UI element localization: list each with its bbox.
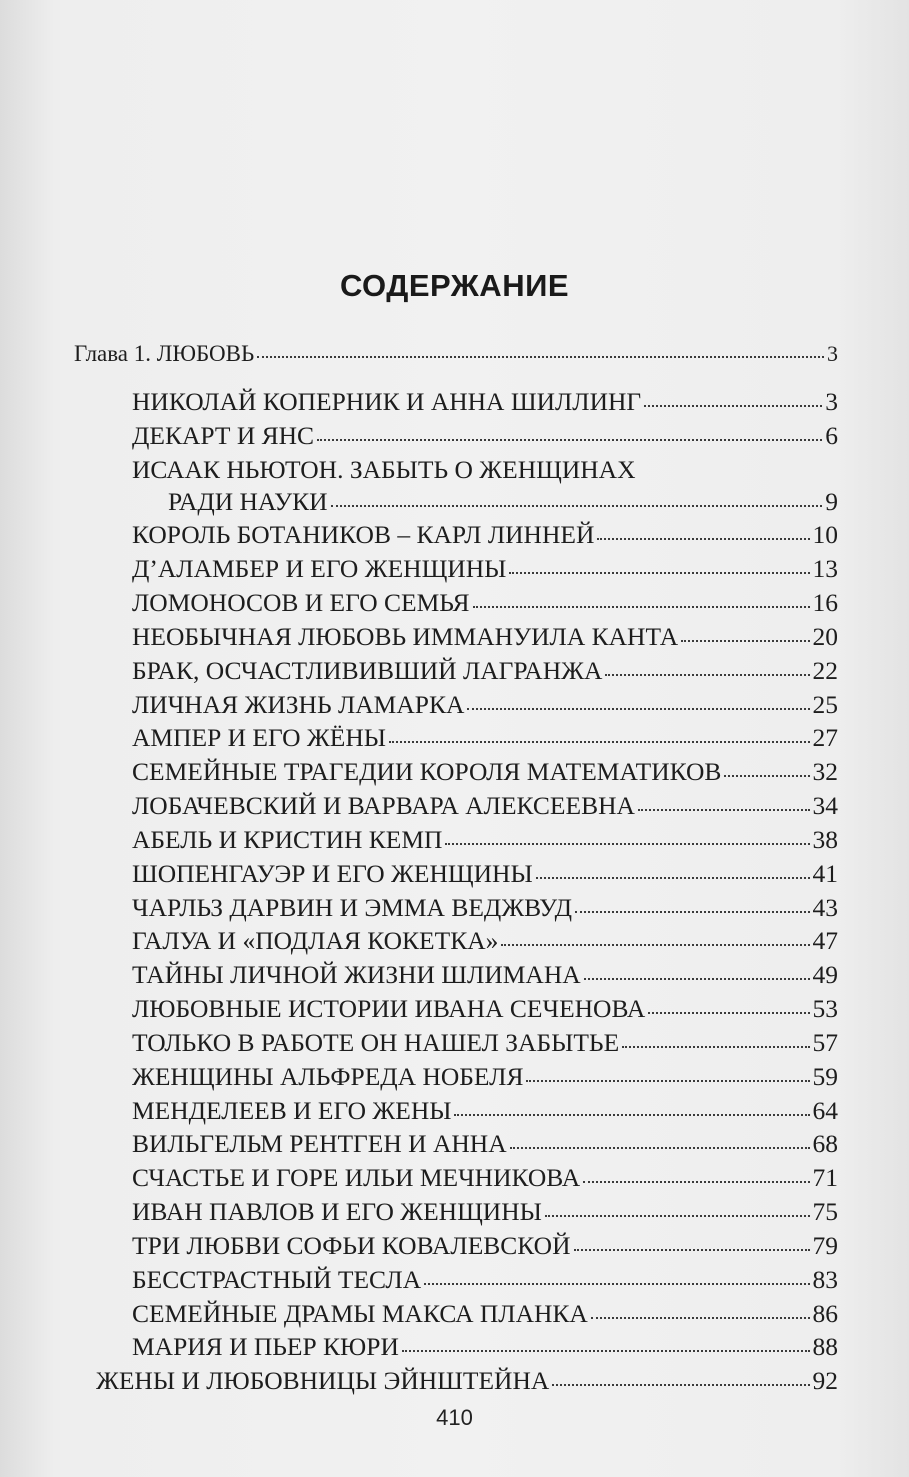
chapter-page-number: 3 [827,341,838,366]
entry-page-number: 16 [812,588,838,617]
entry-title-line2: РАДИ НАУКИ [168,487,328,516]
toc-chapter-row [74,339,838,369]
dot-leader [591,1317,810,1319]
toc-entry [132,893,838,923]
dot-leader [509,572,809,574]
dot-leader [389,741,810,743]
entry-title-line1: ИСААК НЬЮТОН. ЗАБЫТЬ О ЖЕНЩИНАХ [132,455,636,484]
dot-leader [445,843,809,845]
toc-entry [132,690,838,720]
entry-title: ТОЛЬКО В РАБОТЕ ОН НАШЕЛ ЗАБЫТЬЕ [132,1028,620,1057]
toc-entry [132,1197,838,1227]
entry-page-number: 86 [812,1299,838,1328]
entry-page-number: 34 [812,791,838,820]
dot-leader [257,356,824,358]
toc-entry [132,859,838,889]
dot-leader [473,606,810,608]
dot-leader [605,674,809,676]
entry-page-number: 6 [825,421,838,450]
entry-page-number: 49 [812,960,838,989]
entry-title: СЧАСТЬЕ И ГОРЕ ИЛЬИ МЕЧНИКОВА [132,1163,581,1192]
dot-leader [574,1249,810,1251]
entry-title: ШОПЕНГАУЭР И ЕГО ЖЕНЩИНЫ [132,859,533,888]
toc-entry [132,825,838,855]
toc-entry [96,1366,838,1396]
dot-leader [454,1114,809,1116]
entry-page-number: 64 [812,1096,838,1125]
dot-leader [575,911,810,913]
entry-title: АМПЕР И ЕГО ЖЁНЫ [132,723,386,752]
page-number: 410 [436,1405,473,1430]
dot-leader [317,439,822,441]
dot-leader [536,877,810,879]
dot-leader [467,708,809,710]
toc-entry [132,656,838,686]
entry-title: ИВАН ПАВЛОВ И ЕГО ЖЕНЩИНЫ [132,1197,542,1226]
entry-page-number: 3 [825,387,838,416]
entry-page-number: 53 [812,994,838,1023]
entry-title: НЕОБЫЧНАЯ ЛЮБОВЬ ИММАНУИЛА КАНТА [132,622,679,651]
toc-entry [132,723,838,753]
entry-title: ЛОМОНОСОВ И ЕГО СЕМЬЯ [132,588,470,617]
entry-page-number: 27 [812,723,838,752]
entry-page-number: 22 [812,656,838,685]
dot-leader [424,1283,809,1285]
entry-page-number: 47 [812,926,838,955]
toc-entry [132,554,838,584]
entry-title: ВИЛЬГЕЛЬМ РЕНТГЕН И АННА [132,1129,507,1158]
toc-title: СОДЕРЖАНИЕ [339,268,570,303]
entry-page-number: 13 [812,554,838,583]
entry-title: НИКОЛАЙ КОПЕРНИК И АННА ШИЛЛИНГ [132,387,642,416]
toc-entry [132,1096,838,1126]
toc-entry [132,588,838,618]
entry-page-number: 41 [812,859,838,888]
toc-entry [132,622,838,652]
toc-entry [132,1299,838,1329]
dot-leader [510,1147,810,1149]
entry-page-number: 57 [812,1028,838,1057]
toc-entry [132,520,838,550]
dot-leader [402,1350,810,1352]
entry-page-number: 75 [812,1197,838,1226]
dot-leader [638,809,810,811]
dot-leader [622,1046,809,1048]
entry-page-number: 79 [812,1231,838,1260]
dot-leader [552,1384,809,1386]
dot-leader [648,1012,809,1014]
toc-entry [132,757,838,787]
entry-title: ЛИЧНАЯ ЖИЗНЬ ЛАМАРКА [132,690,465,719]
dot-leader [644,405,822,407]
entry-page-number: 43 [812,893,838,922]
entry-title: БРАК, ОСЧАСТЛИВИВШИЙ ЛАГРАНЖА [132,656,603,685]
entry-page-number: 71 [812,1163,838,1192]
entry-title: БЕССТРАСТНЫЙ ТЕСЛА [132,1265,422,1294]
entry-title: Д’АЛАМБЕР И ЕГО ЖЕНЩИНЫ [132,554,507,583]
entry-title: ЖЕНЫ И ЛЮБОВНИЦЫ ЭЙНШТЕЙНА [96,1366,550,1395]
toc-entry [132,421,838,451]
toc-entry [132,1129,838,1159]
dot-leader [584,978,810,980]
entry-page-number: 20 [812,622,838,651]
entry-title: ДЕКАРТ И ЯНС [132,421,315,450]
toc-entry [132,1231,838,1261]
entry-title: СЕМЕЙНЫЕ ДРАМЫ МАКСА ПЛАНКА [132,1299,588,1328]
dot-leader [526,1080,809,1082]
entry-title: АБЕЛЬ И КРИСТИН КЕМП [132,825,443,854]
entry-page-number: 38 [812,825,838,854]
entry-title: ГАЛУА И «ПОДЛАЯ КОКЕТКА» [132,926,499,955]
dot-leader [545,1215,810,1217]
entry-title: ЖЕНЩИНЫ АЛЬФРЕДА НОБЕЛЯ [132,1062,524,1091]
entry-title: ЛОБАЧЕВСКИЙ И ВАРВАРА АЛЕКСЕЕВНА [132,791,635,820]
entry-page-number: 92 [812,1366,838,1395]
toc-entry [132,387,838,417]
toc-entry [132,926,838,956]
toc-entry [132,994,838,1024]
entry-page-number: 68 [812,1129,838,1158]
entry-title: МАРИЯ И ПЬЕР КЮРИ [132,1332,399,1361]
entry-title: МЕНДЕЛЕЕВ И ЕГО ЖЕНЫ [132,1096,452,1125]
dot-leader [501,944,809,946]
chapter-title: Глава 1. ЛЮБОВЬ [74,341,255,366]
entry-title: ЧАРЛЬЗ ДАРВИН И ЭММА ВЕДЖВУД [132,893,572,922]
entry-page-number: 88 [812,1332,838,1361]
toc-entry [168,487,838,517]
dot-leader [724,775,809,777]
toc-entry [132,1028,838,1058]
entry-page-number: 10 [812,520,838,549]
toc-entry [132,1332,838,1362]
entry-page-number: 9 [825,487,838,516]
entry-page-number: 83 [812,1265,838,1294]
entry-title: СЕМЕЙНЫЕ ТРАГЕДИИ КОРОЛЯ МАТЕМАТИКОВ [132,757,722,786]
entry-title: ЛЮБОВНЫЕ ИСТОРИИ ИВАНА СЕЧЕНОВА [132,994,646,1023]
toc-entry [132,1265,838,1295]
entry-title: ТАЙНЫ ЛИЧНОЙ ЖИЗНИ ШЛИМАНА [132,960,581,989]
dot-leader [583,1181,809,1183]
dot-leader [331,505,823,507]
dot-leader [681,640,809,642]
toc-entry [132,960,838,990]
entry-page-number: 59 [812,1062,838,1091]
entry-title: КОРОЛЬ БОТАНИКОВ – КАРЛ ЛИННЕЙ [132,520,595,549]
dot-leader [597,538,809,540]
entry-title: ТРИ ЛЮБВИ СОФЬИ КОВАЛЕВСКОЙ [132,1231,571,1260]
entry-page-number: 25 [812,690,838,719]
toc-entry [132,1163,838,1193]
entry-page-number: 32 [812,757,838,786]
toc-entry [132,791,838,821]
toc-entry [132,1062,838,1092]
